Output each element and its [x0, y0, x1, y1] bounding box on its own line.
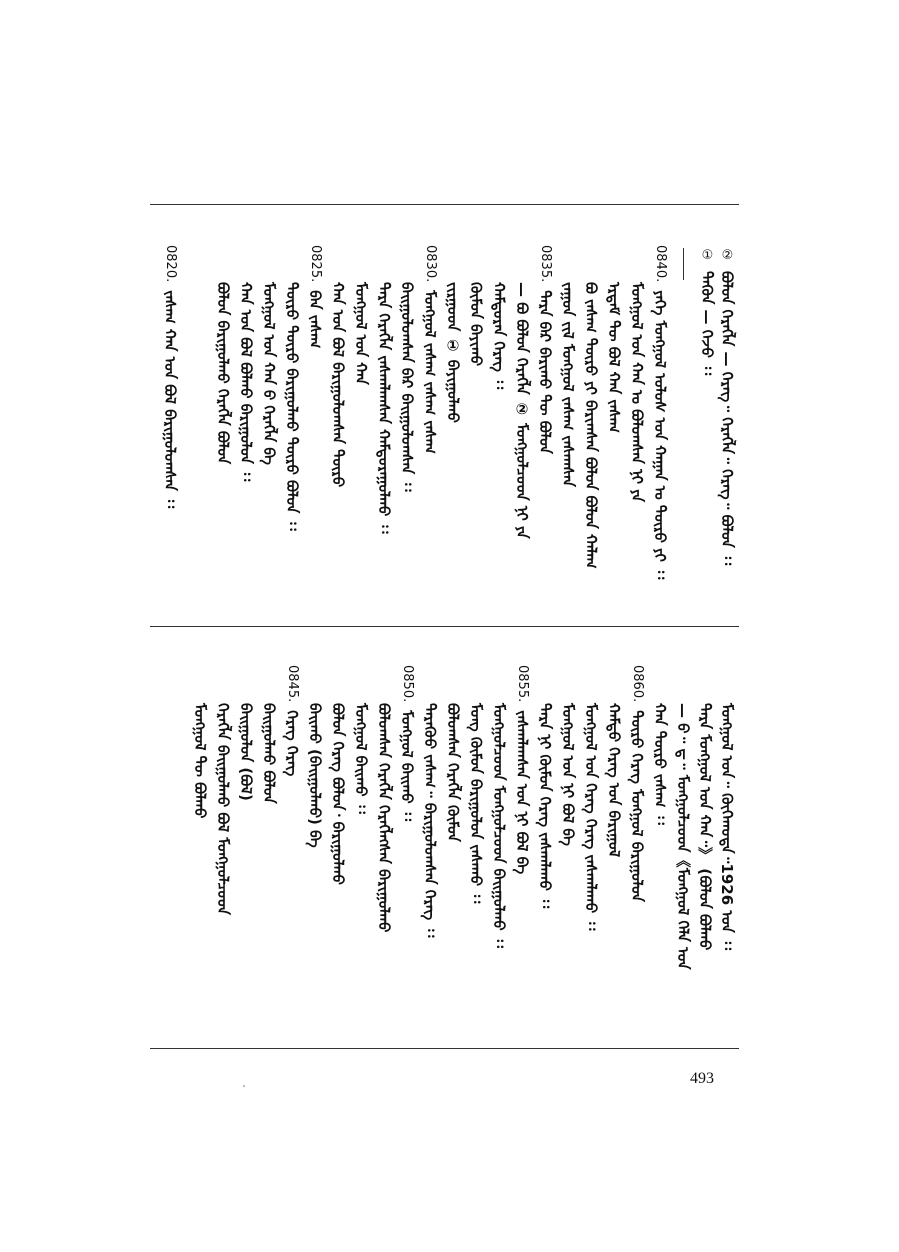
line-text: ᠲᠡᠷᠡᠭᠦᠦ ᠵᠠᠰᠠᠭ᠃ ᠪᠠᠷᠢᠭᠤᠯᠤᠭᠰᠠᠨ ᠬᠡᠷᠡᠭ ᠄᠄ — [421, 703, 439, 938]
line-number: 0820. — [163, 245, 178, 283]
verse-line — [581, 282, 601, 569]
line-text: ᠡᠷᠳᠡᠮ ᠲᠦ ᠪᠣᠯ ᠬᠠᠨ ᠵᠠᠰᠠᠭ — [605, 282, 623, 433]
verse-line — [627, 282, 647, 502]
line-text: ᠵᠠᠰᠠᠭᠯᠠᠭᠰᠠᠨ ᠤᠨ ᠨᠢ ᠪᠣᠯ ᠪᠠ — [513, 710, 531, 875]
line-number: 0840. — [653, 245, 668, 283]
verse-line — [213, 703, 233, 915]
verse-line — [397, 665, 417, 821]
line-text: ᠬᠡᠷᠡᠭᠯᠡ ᠪᠠᠢᠭᠤᠯᠬᠤ ᠪᠣᠯ ᠮᠣᠩᠭᠣᠯᠴᠤᠳ — [214, 703, 232, 915]
verse-line — [489, 703, 509, 948]
verse-line — [305, 245, 325, 348]
verse-line — [351, 703, 371, 814]
line-text: ᠪᠠᠢᠭᠤᠯᠬᠤ ᠪᠣᠯᠣᠨ — [260, 703, 278, 804]
line-number: 0850. — [400, 665, 415, 703]
verse-line — [717, 703, 737, 950]
line-number: 0860. — [630, 665, 645, 703]
verse-line — [695, 703, 715, 950]
line-text: ᠪᠠᠢᠭᠤᠯᠤᠭᠰᠠᠨ ᠪᠠᠷ ᠪᠠᠢᠭᠤᠯᠤᠭᠰᠠᠨ ᠄᠄ — [398, 282, 416, 492]
middle-rule — [150, 626, 739, 627]
verse-line — [489, 282, 509, 389]
footnote-text: ᠲᠡᠭᠦᠨ — ᠭᠡᠵᠦ ᠄᠄ — [698, 271, 716, 376]
line-text: ᠵᠠᠭᠤᠨ ᠵᠢᠯ ᠮᠣᠩᠭᠣᠯ ᠵᠠᠰᠠᠭ ᠵᠠᠰᠠᠭᠰᠠᠨ — [559, 282, 577, 487]
verse-line — [374, 282, 394, 534]
line-text: ᠪᠠᠨ ᠵᠠᠰᠠᠭ — [306, 290, 324, 349]
line-text: ᠶᠡᠬᠡ ᠮᠣᠩᠭᠣᠯ ᠤᠯᠤᠰ ᠤᠨ ᠬᠠᠭᠠᠨ ᠤ ᠲᠦᠷᠦ ᠶᠢ ᠄᠄ — [651, 290, 669, 580]
footnote-line — [717, 248, 737, 565]
line-text: ᠪᠣᠯᠣᠭᠰᠠᠨ ᠬᠡᠷᠡᠭᠯᠡ ᠬᠦᠮᠦᠨ — [444, 703, 462, 842]
line-text: ᠲᠡᠷᠡ ᠨᠢ ᠬᠦᠮᠦᠨ ᠬᠡᠷᠡᠭ ᠵᠠᠰᠠᠭᠯᠠᠬᠤ ᠄᠄ — [536, 703, 554, 909]
line-text: ᠮᠣᠩ ᠬᠦᠮᠦᠨ ᠪᠠᠷᠢᠭᠤᠯᠤᠨ ᠵᠠᠰᠠᠬᠤ ᠄᠄ — [467, 703, 485, 904]
verse-line — [466, 703, 486, 903]
line-text: ᠪᠠᠢᠬᠤ (ᠪᠠᠢᠭᠤᠯᠬᠤ) ᠪᠠ — [306, 703, 324, 848]
verse-line — [259, 703, 279, 804]
verse-line — [374, 703, 394, 932]
line-text: ᠪᠣᠯᠣᠨ ᠪᠠᠷᠢᠭᠤᠯᠬᠤ ᠬᠡᠷᠡᠭᠯᠡ ᠪᠣᠯᠣᠨ — [214, 282, 232, 465]
line-text: ᠮᠣᠩᠭᠣᠯ ᠤᠨ ᠨᠢ ᠪᠣᠯ ᠪᠠ — [559, 703, 577, 846]
line-text: ᠮᠣᠩᠭᠣᠯ ᠤᠨ ᠬᠡᠷᠡᠭ ᠬᠡᠷᠡᠭ ᠵᠠᠰᠠᠭᠯᠠᠬᠤ ᠄᠄ — [582, 703, 600, 931]
verse-line — [190, 703, 210, 818]
line-number: 0830. — [423, 245, 438, 283]
footnote-line — [697, 248, 717, 375]
line-number: 0835. — [538, 245, 553, 283]
verse-line — [558, 703, 578, 846]
verse-line — [420, 703, 440, 938]
line-text: ᠬᠠᠨ ᠲᠦᠷᠦ ᠵᠠᠰᠠᠭ ᠄᠄ — [651, 703, 669, 825]
line-text: ᠪᠣᠯᠣᠨ ᠬᠡᠷᠡᠭ ᠪᠣᠯᠣᠨ᠂ ᠪᠠᠷᠢᠭᠤᠯᠬᠤ — [329, 703, 347, 885]
line-text: ᠬᠠᠨ ᠤᠨ ᠪᠣᠯ ᠪᠠᠷᠢᠭᠤᠯᠤᠭᠰᠠᠨ ᠲᠦᠷᠦ — [329, 282, 347, 488]
line-text: ᠬᠠᠮᠲᠤ ᠬᠡᠷᠡᠭ ᠤᠨ ᠪᠠᠷᠢᠭᠤᠯ — [605, 703, 623, 858]
verse-line — [512, 665, 532, 874]
bottom-rule — [150, 1048, 739, 1049]
line-text: ᠮᠣᠩᠭᠣᠯ ᠵᠠᠰᠠᠭ ᠵᠠᠰᠠᠭ ᠵᠠᠰᠠᠭ — [421, 290, 439, 454]
line-text: ᠪᠣ ᠵᠠᠰᠠᠭ ᠲᠦᠷᠦ ᠶᠢ ᠪᠠᠷᠢᠭᠰᠠᠨ ᠪᠣᠯᠤᠨ ᠪᠣᠯᠤᠨ ᠬᠠᠯᠠᠭ — [582, 282, 600, 569]
page-number: 493 — [690, 1070, 714, 1087]
footnote-marker: ② — [720, 248, 735, 263]
verse-line — [673, 703, 693, 969]
verse-line — [259, 282, 279, 465]
verse-line — [627, 665, 647, 902]
line-text: ᠮᠣᠩᠭᠣᠯ ᠤᠨ ᠬᠠᠨ ᠪ ᠬᠡᠷᠡᠭᠯᠡ ᠪᠠ — [260, 282, 278, 465]
line-text: ᠲᠡᠷᠡ ᠪᠡᠷ ᠪᠠᠷᠢᠬᠤ ᠲᠦ ᠪᠣᠯᠤᠨ — [536, 290, 554, 454]
line-text: ᠪᠣᠯᠣᠭᠰᠠᠨ ᠬᠡᠷᠡᠭᠯᠡ ᠬᠡᠷᠡᠭᠯᠡᠭᠰᠡᠨ ᠪᠠᠷᠢᠭᠤᠯᠬᠤ — [375, 703, 393, 933]
line-text: ᠪᠠᠢᠭᠤᠯᠤᠨ (ᠪᠣᠯ) — [237, 703, 255, 801]
line-text: ᠮᠣᠩᠭᠣᠯ ᠤᠨ ᠬᠠᠨ — [352, 282, 370, 385]
top-rule — [150, 204, 739, 205]
footnote-text: ᠪᠣᠯᠤᠨ ᠬᠡᠷᠡᠭᠯᠡ — ᠬᠡᠷᠡᠭ᠃ ᠬᠡᠷᠡᠭᠯᠡ᠃ ᠬᠡᠷᠡᠭ᠃ ᠪᠣᠯᠣᠨ ᠄᠄ — [718, 271, 736, 566]
verse-line — [604, 282, 624, 433]
verse-line — [160, 245, 180, 508]
verse-line — [282, 282, 302, 531]
verse-line — [650, 703, 670, 825]
line-number: 0855. — [515, 665, 530, 703]
verse-line — [305, 703, 325, 848]
line-text: ᠬᠠᠨ ᠤᠨ ᠪᠣᠯ ᠪᠣᠯᠬᠤ ᠪᠠᠷᠢᠭᠤᠯᠤᠨ ᠄᠄ — [237, 282, 255, 482]
verse-line — [328, 703, 348, 885]
verse-line — [236, 703, 256, 801]
verse-line — [420, 245, 440, 454]
footnote-separator — [683, 248, 684, 280]
line-text: ᠮᠣᠩᠭᠣᠯᠴᠤᠳ ᠮᠣᠩᠭᠣᠯᠴᠤᠳ ᠪᠠᠢᠭᠤᠯᠬᠤ ᠄᠄ — [490, 703, 508, 948]
line-text: ᠲᠡᠷᠡ ᠮᠣᠩᠭᠣᠯ ᠤᠨ ᠬᠠᠨ᠃》 (ᠪᠣᠯᠣᠨ ᠪᠣᠯᠬᠤ — [696, 703, 714, 951]
line-text: ᠮᠣᠩᠭᠣᠯ ᠤᠨ᠃ ᠬᠦᠭᠡᠬᠣᠲᠠ᠃1926 ᠣᠨ ᠄᠄ — [718, 703, 736, 951]
verse-line — [282, 665, 302, 776]
footnote-marker: ① — [700, 248, 715, 263]
line-text: ᠮᠣᠩᠭᠣᠯ ᠪᠠᠢᠬᠤ ᠄᠄ — [352, 703, 370, 814]
line-text: — ᠪᠣ ᠪᠣᠯᠤᠨ ᠬᠡᠷᠡᠭᠯᠡ ② ᠮᠣᠩᠭᠣᠯᠴᠤᠳ ᠨᠢ ᠶᠠ — [513, 282, 531, 539]
verse-line — [650, 245, 670, 579]
verse-line — [604, 703, 624, 857]
line-number: 0845. — [285, 665, 300, 703]
line-text: ᠮᠣᠩᠭᠣᠯ ᠲᠦ ᠪᠣᠯᠬᠤ — [191, 703, 209, 819]
verse-line — [558, 282, 578, 487]
line-number: 0825. — [308, 245, 323, 283]
line-text: ᠬᠦᠮᠦᠨ ᠪᠠᠶᠢᠬᠤ — [467, 282, 485, 366]
verse-line — [466, 282, 486, 366]
verse-line — [512, 282, 532, 539]
verse-line — [581, 703, 601, 931]
verse-line — [443, 282, 463, 423]
verse-line — [443, 703, 463, 842]
line-text: ᠮᠣᠩᠭᠣᠯ ᠪᠠᠢᠬᠤ ᠄᠄ — [398, 710, 416, 822]
verse-line — [236, 282, 256, 481]
line-text: ᠵᠢᠷᠭᠤᠳ ① ᠪᠠᠶᠢᠭᠤᠯᠬᠤ — [444, 282, 462, 423]
line-text: ᠬᠠᠮᠲᠤᠷᠠᠨ ᠬᠡᠷᠡᠭ ᠄᠄ — [490, 282, 508, 390]
verse-line — [397, 282, 417, 492]
verse-line — [535, 245, 555, 454]
verse-line — [535, 703, 555, 908]
verse-line — [351, 282, 371, 385]
line-text: ᠲᠦᠷᠦ ᠲᠦᠷᠦ ᠪᠠᠷᠢᠭᠤᠯᠬᠤ ᠲᠦᠷᠦ ᠪᠣᠯᠤᠨ ᠄᠄ — [283, 282, 301, 531]
line-text: ᠮᠣᠩᠭᠣᠯ ᠤᠨ ᠬᠠᠨ ᠤ ᠪᠣᠯᠤᠭᠰᠠᠨ ᠨᠢ ᠶᠠ — [628, 282, 646, 502]
line-text: — ᠪ᠃ ᠳ᠃ ᠮᠣᠩᠭᠣᠯᠴᠤᠳ《ᠮᠣᠩᠭᠣᠯ ᠬᠡᠯᠡ ᠤᠨ — [674, 703, 692, 970]
verse-line — [328, 282, 348, 487]
line-text: ᠵᠠᠰᠠᠭ ᠬᠠᠨ ᠤᠨ ᠪᠣᠯ ᠪᠠᠷᠢᠭᠤᠯᠤᠭᠰᠠᠨ ᠄᠄ — [161, 290, 179, 509]
line-text: ᠲᠦᠷᠦ ᠬᠡᠷᠡᠭ ᠮᠣᠩᠭᠣᠯ ᠪᠠᠷᠢᠭᠤᠯᠤᠨ — [628, 710, 646, 902]
line-text: ᠲᠡᠷᠡ ᠬᠡᠷᠡᠭᠯᠡ ᠵᠠᠰᠠᠭᠯᠠᠭᠰᠠᠨ ᠬᠠᠮᠲᠤᠷᠠᠭᠤᠯᠬᠤ ᠄᠄ — [375, 282, 393, 534]
scan-speck — [243, 1085, 245, 1087]
verse-line — [213, 282, 233, 464]
line-text: ᠬᠡᠷᠡᠭ ᠬᠡᠷᠡᠭ — [283, 710, 301, 777]
